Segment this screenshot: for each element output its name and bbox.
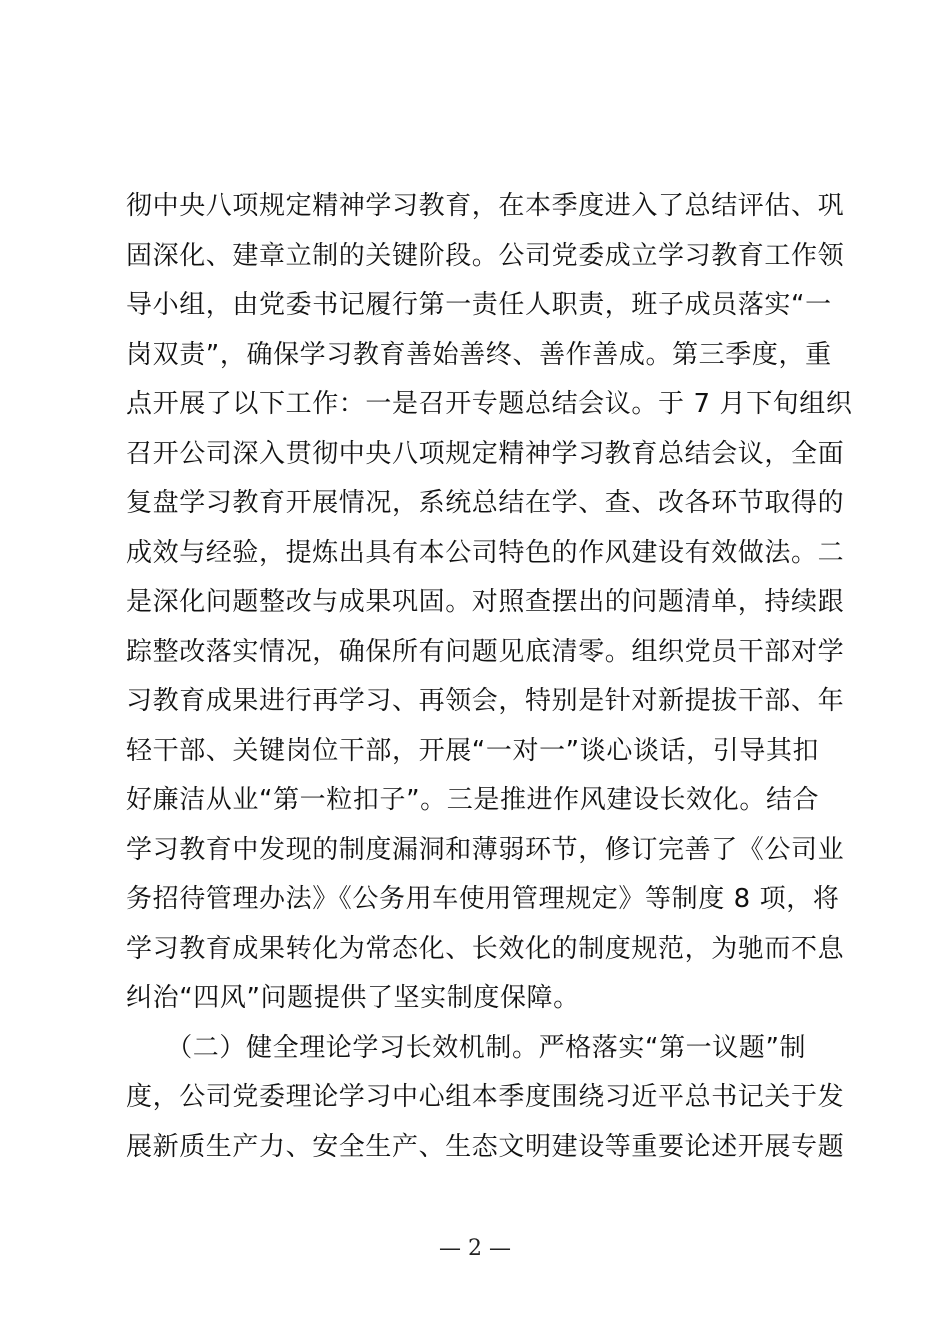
page-number: — 2 — (439, 1236, 511, 1261)
text-line: 固深化、建章立制的关键阶段。公司党委成立学习教育工作领 (126, 240, 845, 271)
text-line: 岗双责”，确保学习教育善始善终、善作善成。第三季度，重 (126, 339, 832, 370)
text-line: 召开公司深入贯彻中央八项规定精神学习教育总结会议，全面 (126, 438, 845, 469)
text-line: 彻中央八项规定精神学习教育，在本季度进入了总结评估、巩 (126, 191, 845, 221)
text-line: 成效与经验，提炼出具有本公司特色的作风建设有效做法。二 (126, 537, 845, 568)
text-line: 学习教育成果转化为常态化、长效化的制度规范，为驰而不息 (126, 933, 845, 964)
text-line: 点开展了以下工作：一是召开专题总结会议。于 7 月下旬组织 (126, 389, 853, 419)
text-line: 纠治“四风”问题提供了坚实制度保障。 (126, 983, 580, 1013)
text-line: 踪整改落实情况，确保所有问题见底清零。组织党员干部对学 (126, 636, 845, 667)
text-line: 务招待管理办法》《公务用车使用管理规定》等制度 8 项，将 (126, 884, 840, 914)
text-line: 好廉洁从业“第一粒扣子”。三是推进作风建设长效化。结合 (126, 785, 820, 815)
text-line: 展新质生产力、安全生产、生态文明建设等重要论述开展专题 (126, 1131, 845, 1162)
text-line: 导小组，由党委书记履行第一责任人职责，班子成员落实“一 (126, 290, 832, 320)
body-text (126, 182, 853, 1172)
text-line: 习教育成果进行再学习、再领会，特别是针对新提拔干部、年 (126, 686, 845, 716)
text-line: 轻干部、关键岗位干部，开展“一对一”谈心谈话，引导其扣 (126, 735, 820, 766)
text-line: 学习教育中发现的制度漏洞和薄弱环节，修订完善了《公司业 (126, 834, 845, 865)
section-heading-line: （二）健全理论学习长效机制。严格落实“第一议题”制 (126, 1032, 807, 1063)
text-line: 复盘学习教育开展情况，系统总结在学、查、改各环节取得的 (126, 488, 845, 518)
text-line: 是深化问题整改与成果巩固。对照查摆出的问题清单，持续跟 (126, 587, 845, 617)
text-line: 度，公司党委理论学习中心组本季度围绕习近平总书记关于发 (126, 1082, 845, 1112)
